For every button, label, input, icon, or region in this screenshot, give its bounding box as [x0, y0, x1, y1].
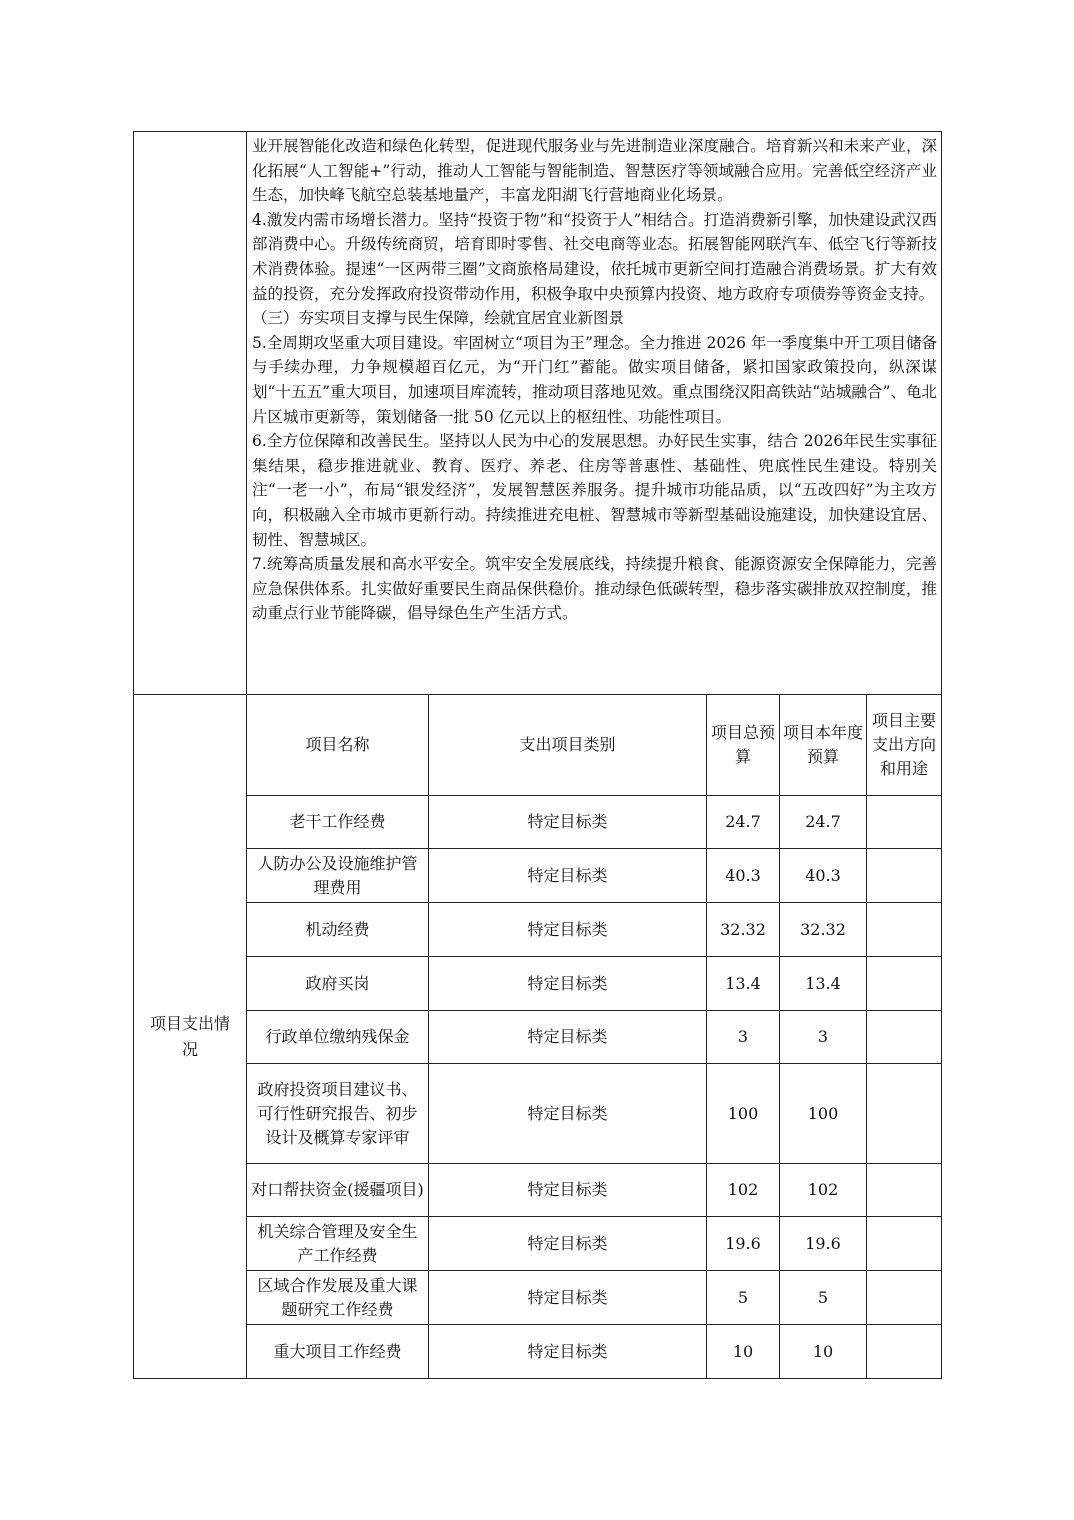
year-budget: 32.32: [780, 903, 867, 957]
year-budget: 40.3: [780, 849, 867, 903]
total-budget: 102: [707, 1164, 780, 1217]
total-budget: 19.6: [707, 1217, 780, 1271]
total-budget: 24.7: [707, 796, 780, 849]
table-row: [134, 1271, 942, 1325]
paragraph: 6.全方位保障和改善民生。坚持以人民为中心的发展思想。办好民生实事，结合 2026年民生实事征集结果，稳步推进就业、教育、医疗、养老、住房等普惠性、基础性、兜底性民生建设。特别关注“一老一小”，布局“银发经济”，发展智慧医养服务。提升城市功能品质，以“五改四好”为主攻方向，积极融入全市城市更新行动。持续推进充电桩、智慧城市等新型基础设施建设，加快建设宜居、韧性、智慧城区。: [252, 432, 938, 549]
year-budget: 5: [780, 1271, 867, 1325]
empty-label-cell: [134, 132, 247, 695]
project-category: 特定目标类: [429, 1217, 707, 1271]
section-heading: （三）夯实项目支撑与民生保障，绘就宜居宜业新图景: [252, 309, 625, 328]
table-row: [134, 957, 942, 1011]
purpose: [867, 1064, 942, 1164]
total-budget: 10: [707, 1325, 780, 1379]
purpose: [867, 957, 942, 1011]
header-year-budget: 项目本年度预算: [780, 695, 867, 796]
project-category: 特定目标类: [429, 849, 707, 903]
header-purpose: 项目主要支出方向和用途: [867, 695, 942, 796]
table-row: [134, 1011, 942, 1064]
project-name: 政府投资项目建议书、可行性研究报告、初步设计及概算专家评审: [247, 1064, 429, 1164]
year-budget: 24.7: [780, 796, 867, 849]
purpose: [867, 1164, 942, 1217]
project-category: 特定目标类: [429, 903, 707, 957]
year-budget: 10: [780, 1325, 867, 1379]
project-category: 特定目标类: [429, 1011, 707, 1064]
header-category: 支出项目类别: [429, 695, 707, 796]
policy-text-row: [134, 132, 942, 695]
year-budget: 100: [780, 1064, 867, 1164]
table-row: [134, 903, 942, 957]
purpose: [867, 1011, 942, 1064]
project-category: 特定目标类: [429, 1064, 707, 1164]
purpose: [867, 1325, 942, 1379]
purpose: [867, 849, 942, 903]
total-budget: 40.3: [707, 849, 780, 903]
document-page: [133, 131, 941, 1379]
table-row: [134, 1217, 942, 1271]
project-category: 特定目标类: [429, 1271, 707, 1325]
table-row: [134, 1064, 942, 1164]
year-budget: 19.6: [780, 1217, 867, 1271]
project-category: 特定目标类: [429, 1325, 707, 1379]
year-budget: 102: [780, 1164, 867, 1217]
project-category: 特定目标类: [429, 1164, 707, 1217]
policy-text-cell: [247, 132, 942, 695]
project-name: 老干工作经费: [247, 796, 429, 849]
purpose: [867, 796, 942, 849]
paragraph: 5.全周期攻坚重大项目建设。牢固树立“项目为王”理念。全力推进 2026 年一季度集中开工项目储备与手续办理，力争规模超百亿元，为“开门红”蓄能。做实项目储备，紧扣国家政策投向，纵深谋划“十五五”重大项目，加速项目库流转，推动项目落地见效。重点围绕汉阳高铁站“站城融合”、龟北片区城市更新等，策划储备一批 50 亿元以上的枢纽性、功能性项目。: [252, 333, 938, 426]
table-header-row: [134, 695, 942, 796]
project-category: 特定目标类: [429, 957, 707, 1011]
paragraph: 业开展智能化改造和绿色化转型，促进现代服务业与先进制造业深度融合。培育新兴和未来产业，深化拓展“人工智能+”行动，推动人工智能与智能制造、智慧医疗等领域融合应用。完善低空经济产业生态，加快峰飞航空总装基地量产，丰富龙阳湖飞行营地商业化场景。: [252, 137, 938, 205]
budget-table: [133, 131, 942, 1379]
paragraph: 7.统筹高质量发展和高水平安全。筑牢安全发展底线，持续提升粮食、能源资源安全保障能力，完善应急保供体系。扎实做好重要民生商品保供稳价。推动绿色低碳转型，稳步落实碳排放双控制度，推动重点行业节能降碳，倡导绿色生产生活方式。: [252, 555, 938, 623]
purpose: [867, 1271, 942, 1325]
total-budget: 5: [707, 1271, 780, 1325]
year-budget: 13.4: [780, 957, 867, 1011]
project-name: 机动经费: [247, 903, 429, 957]
table-row: [134, 1325, 942, 1379]
project-name: 区域合作发展及重大课题研究工作经费: [247, 1271, 429, 1325]
project-name: 机关综合管理及安全生产工作经费: [247, 1217, 429, 1271]
table-row: [134, 1164, 942, 1217]
project-name: 人防办公及设施维护管理费用: [247, 849, 429, 903]
table-row: [134, 849, 942, 903]
total-budget: 13.4: [707, 957, 780, 1011]
paragraph: 4.激发内需市场增长潜力。坚持“投资于物”和“投资于人”相结合。打造消费新引擎，加快建设武汉西部消费中心。升级传统商贸，培育即时零售、社交电商等业态。拓展智能网联汽车、低空飞行等新技术消费体验。提速“一区两带三圈”文商旅格局建设，依托城市更新空间打造融合消费场景。扩大有效益的投资，充分发挥政府投资带动作用，积极争取中央预算内投资、地方政府专项债券等资金支持。: [252, 210, 938, 303]
year-budget: 3: [780, 1011, 867, 1064]
table-row: [134, 796, 942, 849]
purpose: [867, 903, 942, 957]
total-budget: 3: [707, 1011, 780, 1064]
header-project-name: 项目名称: [247, 695, 429, 796]
project-category: 特定目标类: [429, 796, 707, 849]
total-budget: 100: [707, 1064, 780, 1164]
project-name: 政府买岗: [247, 957, 429, 1011]
project-name: 对口帮扶资金(援疆项目): [247, 1164, 429, 1217]
project-name: 重大项目工作经费: [247, 1325, 429, 1379]
header-total-budget: 项目总预算: [707, 695, 780, 796]
section-label: 项目支出情况: [134, 695, 247, 1379]
purpose: [867, 1217, 942, 1271]
project-name: 行政单位缴纳残保金: [247, 1011, 429, 1064]
total-budget: 32.32: [707, 903, 780, 957]
